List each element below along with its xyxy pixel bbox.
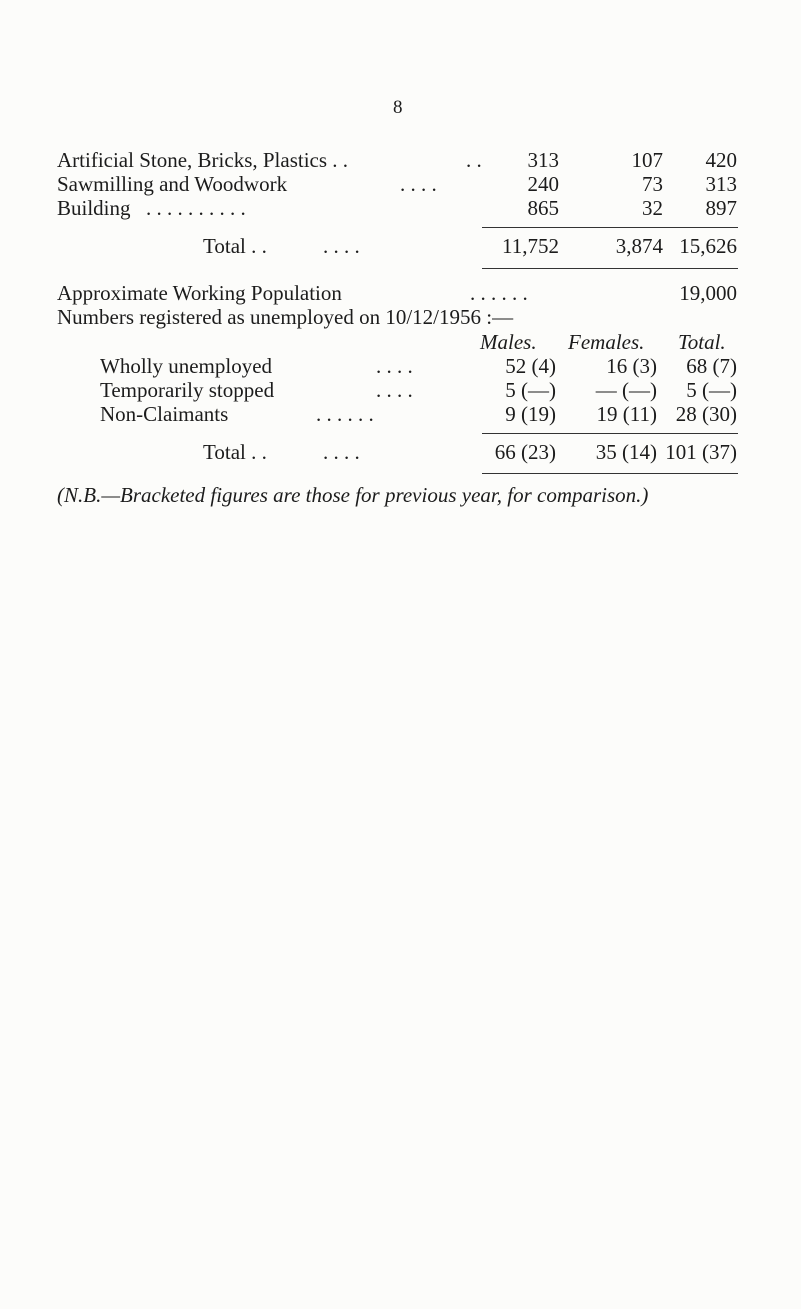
col3-value: 420 xyxy=(705,148,737,172)
col2-value: 32 xyxy=(642,196,663,220)
males-value: 5 (—) xyxy=(505,378,556,402)
total-value: 68 (7) xyxy=(686,354,737,378)
males-value: 9 (19) xyxy=(505,402,556,426)
rule-line xyxy=(482,473,738,474)
col3-value: 313 xyxy=(705,172,737,196)
row-label: Sawmilling and Woodwork xyxy=(57,172,288,196)
col3-value: 897 xyxy=(705,196,737,220)
col3-total: 15,626 xyxy=(679,234,737,258)
col2-total: 3,874 xyxy=(615,234,663,258)
row-label: Temporarily stopped xyxy=(100,378,275,402)
row-dots: . . . . xyxy=(376,354,413,378)
total-label: Total . . xyxy=(203,234,267,258)
row-dots: . . . . . . xyxy=(470,281,528,305)
col2-value: 73 xyxy=(642,172,663,196)
row-dots: . . . . xyxy=(376,378,413,402)
footnote: (N.B.—Bracketed figures are those for previous year, for comparison.) xyxy=(57,483,649,507)
males-total: 66 (23) xyxy=(494,440,556,464)
total-value: 28 (30) xyxy=(675,402,737,426)
females-total: 35 (14) xyxy=(595,440,657,464)
rule-line xyxy=(482,227,738,228)
rule-line xyxy=(482,433,738,434)
females-header: Females. xyxy=(568,330,645,354)
row-label: Wholly unemployed xyxy=(100,354,273,378)
col1-value: 865 xyxy=(527,196,559,220)
row-label: Non-Claimants xyxy=(100,402,229,426)
total-total: 101 (37) xyxy=(665,440,737,464)
total-dots: . . . . xyxy=(323,440,360,464)
col1-value: 313 xyxy=(527,148,559,172)
row-dots: . . . . . . . . . . xyxy=(146,196,246,220)
total-value: 5 (—) xyxy=(686,378,737,402)
row-dots: . . xyxy=(466,148,482,172)
row-dots: . . . . . . xyxy=(316,402,374,426)
total-label: Total . . xyxy=(203,440,267,464)
females-value: — (—) xyxy=(595,378,657,402)
females-value: 16 (3) xyxy=(606,354,657,378)
working-population-label: Approximate Working Population xyxy=(57,281,342,305)
unemployed-heading: Numbers registered as unemployed on 10/12/1956 :— xyxy=(57,305,514,329)
females-value: 19 (11) xyxy=(596,402,657,426)
col1-value: 240 xyxy=(527,172,559,196)
page-number: 8 xyxy=(393,97,403,118)
col2-value: 107 xyxy=(631,148,663,172)
males-header: Males. xyxy=(480,330,537,354)
col1-total: 11,752 xyxy=(502,234,559,258)
males-value: 52 (4) xyxy=(505,354,556,378)
rule-line xyxy=(482,268,738,269)
total-header: Total. xyxy=(678,330,726,354)
row-label: Building xyxy=(57,196,131,220)
row-dots: . . . . xyxy=(400,172,437,196)
row-label: Artificial Stone, Bricks, Plastics . . xyxy=(57,148,349,172)
total-dots: . . . . xyxy=(323,234,360,258)
working-population-value: 19,000 xyxy=(679,281,737,305)
